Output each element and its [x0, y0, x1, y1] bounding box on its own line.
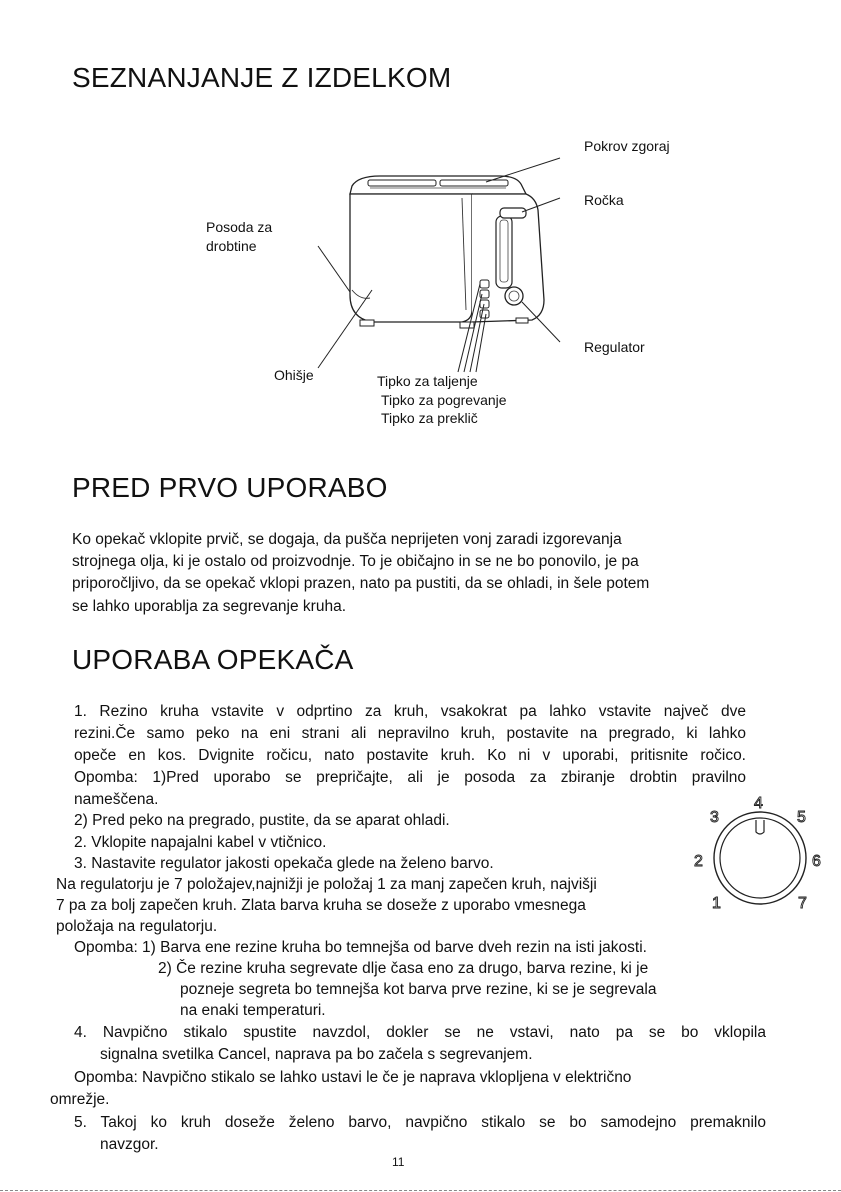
paragraph-line: 3. Nastavite regulator jakosti opekača glede na želeno barvo.: [74, 855, 494, 872]
dial-number: 3: [710, 809, 719, 826]
dial-number: 4: [754, 795, 763, 812]
paragraph-line: 2. Vklopite napajalni kabel v vtičnico.: [74, 834, 327, 851]
paragraph-line: Opomba: 1) Barva ene rezine kruha bo temnejša od barve dveh rezin na isti jakosti.: [74, 939, 647, 956]
regulator-dial-figure: [690, 790, 830, 915]
label-housing: Ohišje: [274, 367, 314, 383]
paragraph-line: 2) Če rezine kruha segrevate dlje časa eno za drugo, barva rezine, ki je: [158, 960, 649, 977]
paragraph-line: Ko opekač vklopite prvič, se dogaja, da pušča neprijeten vonj zaradi izgorevanja: [72, 531, 622, 548]
section-title-using-toaster: UPORABA OPEKAČA: [72, 644, 354, 675]
toaster-illustration: [300, 150, 600, 380]
paragraph-line: nameščena.: [74, 791, 159, 808]
paragraph-line: Opomba: Navpično stikalo se lahko ustavi le če je naprava vklopljena v električno: [74, 1069, 632, 1086]
label-defrost: Tipko za taljenje: [377, 373, 478, 389]
label-top-cover: Pokrov zgoraj: [584, 138, 670, 154]
paragraph-line: Opomba: 1)Pred uporabo se prepričajte, ali je posoda za zbiranje drobtin pravilno: [74, 769, 746, 786]
paragraph-line: pozneje segreta bo temnejša kot barva prve rezine, ki se je segrevala: [180, 981, 657, 998]
label-lever: Ročka: [584, 192, 624, 208]
label-reheat: Tipko za pogrevanje: [381, 392, 507, 408]
section-title-before-first-use: PRED PRVO UPORABO: [72, 472, 388, 503]
label-crumb-tray-1: Posoda za: [206, 219, 273, 235]
dial-number: 7: [798, 895, 807, 912]
label-cancel: Tipko za preklič: [381, 410, 478, 426]
label-crumb-tray-2: drobtine: [206, 238, 257, 254]
dial-number: 2: [694, 853, 703, 870]
section-title-product: SEZNANJANJE Z IZDELKOM: [72, 62, 452, 93]
paragraph-line: strojnega olja, ki je ostalo od proizvodnje. To je običajno in se ne bo ponovilo, je pa: [72, 553, 639, 570]
paragraph-line: opeče en kos. Dvignite ročicu, nato postavite kruh. Ko ni v uporabi, pritisnite ročico.: [74, 747, 746, 764]
paragraph-line: 1. Rezino kruha vstavite v odprtino za kruh, vsakokrat pa lahko vstavite največ dve: [74, 703, 746, 720]
dial-number: 5: [797, 809, 806, 826]
paragraph-line: 4. Navpično stikalo spustite navzdol, dokler se ne vstavi, nato pa se bo vklopila: [74, 1024, 766, 1041]
dial-number: 1: [712, 895, 721, 912]
paragraph-line: omrežje.: [50, 1091, 110, 1108]
paragraph-line: 2) Pred peko na pregrado, pustite, da se aparat ohladi.: [74, 812, 450, 829]
paragraph-line: položaja na regulatorju.: [56, 918, 218, 935]
page-edge-divider: [0, 1190, 841, 1191]
paragraph-line: 7 pa za bolj zapečen kruh. Zlata barva kruha se doseže z uporabo vmesnega: [56, 897, 586, 914]
label-regulator: Regulator: [584, 339, 645, 355]
paragraph-line: 5. Takoj ko kruh doseže želeno barvo, navpično stikalo se bo samodejno premaknilo: [74, 1114, 766, 1131]
paragraph-line: na enaki temperaturi.: [180, 1002, 326, 1019]
paragraph-line: priporočljivo, da se opekač vklopi prazen, nato pa pustiti, da se ohladi, in šele potem: [72, 575, 650, 592]
paragraph-line: Na regulatorju je 7 položajev,najnižji je položaj 1 za manj zapečen kruh, najvišji: [56, 876, 597, 893]
paragraph-line: signalna svetilka Cancel, naprava pa bo začela s segrevanjem.: [100, 1046, 533, 1063]
paragraph-line: navzgor.: [100, 1136, 159, 1153]
dial-number: 6: [812, 853, 821, 870]
paragraph-line: se lahko uporablja za segrevanje kruha.: [72, 598, 347, 615]
page-number: 11: [392, 1155, 405, 1169]
paragraph-line: rezini.Če samo peko na eni strani ali nepravilno kruh, postavite na pregrado, ki lahko: [74, 725, 746, 742]
